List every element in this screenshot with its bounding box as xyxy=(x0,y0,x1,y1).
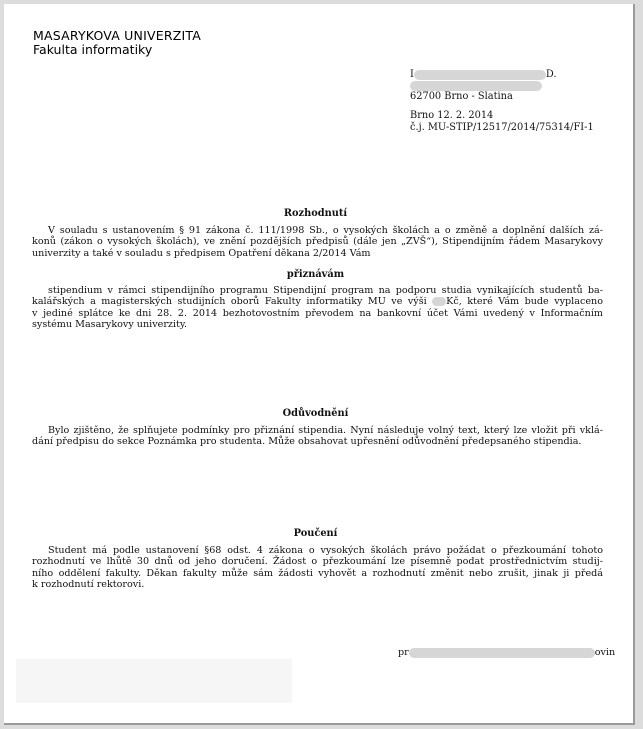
signature-line xyxy=(398,647,615,658)
instruction-line: ního oddělení fakulty. Děkan fakulty může sám žádosti vyhovět a rozhodnutí změnit nebo zrušit, jinak ji předá xyxy=(32,567,603,579)
signature-suffix: ovin xyxy=(594,647,616,658)
decision-line: univerzity a také v souladu s předpisem Opatření děkana 2/2014 Vám xyxy=(32,247,371,259)
redacted-recipient-name xyxy=(414,70,546,80)
signature-prefix: pr xyxy=(398,647,409,658)
grant-line-amount xyxy=(32,296,603,307)
grant-line: v jediné splátce ke dni 28. 2. 2014 bezhotovostním převodem na bankovní účet Vámi uvedený v Informačním xyxy=(32,307,603,319)
instruction-line: rozhodnutí ve lhůtě 30 dnů od jeho doručení. Žádost o přezkoumání lze písemně podat prostřednictvím studij- xyxy=(32,556,603,568)
recipient-name-prefix: I xyxy=(410,69,414,80)
decision-heading: Rozhodnutí xyxy=(283,208,348,219)
recipient-city: 62700 Brno - Slatina xyxy=(410,91,513,102)
justification-line: dání předpisu do sekce Poznámka pro studenta. Může obsahovat upřesnění odůvodnění předepsaného stipendia. xyxy=(32,436,582,448)
instruction-line: Student má podle ustanovení §68 odst. 4 zákona o vysokých školách právo požádat o přezkoumání tohoto xyxy=(48,545,603,556)
document-page xyxy=(4,4,635,725)
instruction-paragraph xyxy=(32,545,603,590)
grant-line: systému Masarykovy univerzity. xyxy=(32,318,188,330)
decision-line: konů (zákon o vysokých školách), ve znění pozdějších předpisů (dále jen „ZVŠ“), Stipendijním řádem Masarykovy xyxy=(32,236,603,248)
grant-heading: přiznávám xyxy=(286,269,345,280)
justification-paragraph xyxy=(32,425,603,448)
footer-area xyxy=(16,659,292,703)
justification-line: Bylo zjištěno, že splňujete podmínky pro přiznání stipendia. Nyní následuje volný text, který lze vložit při vklá- xyxy=(48,425,603,436)
university-name: MASARYKOVA UNIVERZITA xyxy=(33,28,201,43)
decision-line: V souladu s ustanovením § 91 zákona č. 111/1998 Sb., o vysokých školách a o změně a doplnění dalších zá- xyxy=(48,225,603,236)
decision-paragraph xyxy=(32,225,603,259)
redacted-recipient-street xyxy=(410,81,542,91)
grant-line: stipendium v rámci stipendijního programu Stipendijní program na podporu studia vynikajících studentů ba- xyxy=(48,285,603,296)
redacted-amount xyxy=(432,297,446,306)
recipient-name-suffix: D. xyxy=(545,69,557,80)
redacted-signature xyxy=(409,648,595,658)
document-date: Brno 12. 2. 2014 xyxy=(410,110,494,121)
grant-paragraph xyxy=(32,285,603,330)
instruction-line: k rozhodnutí rektorovi. xyxy=(32,578,145,590)
grant-line-before-amount: kalářských a magisterských studijních oborů Fakulty informatiky MU ve výši xyxy=(32,296,427,308)
instruction-heading: Poučení xyxy=(293,528,338,539)
justification-heading: Odůvodnění xyxy=(282,408,349,419)
reference-number: č.j. MU-STIP/12517/2014/75314/FI-1 xyxy=(410,122,594,133)
grant-line-after-amount: Kč, které Vám bude vyplaceno xyxy=(446,296,603,308)
faculty-name: Fakulta informatiky xyxy=(33,42,153,57)
